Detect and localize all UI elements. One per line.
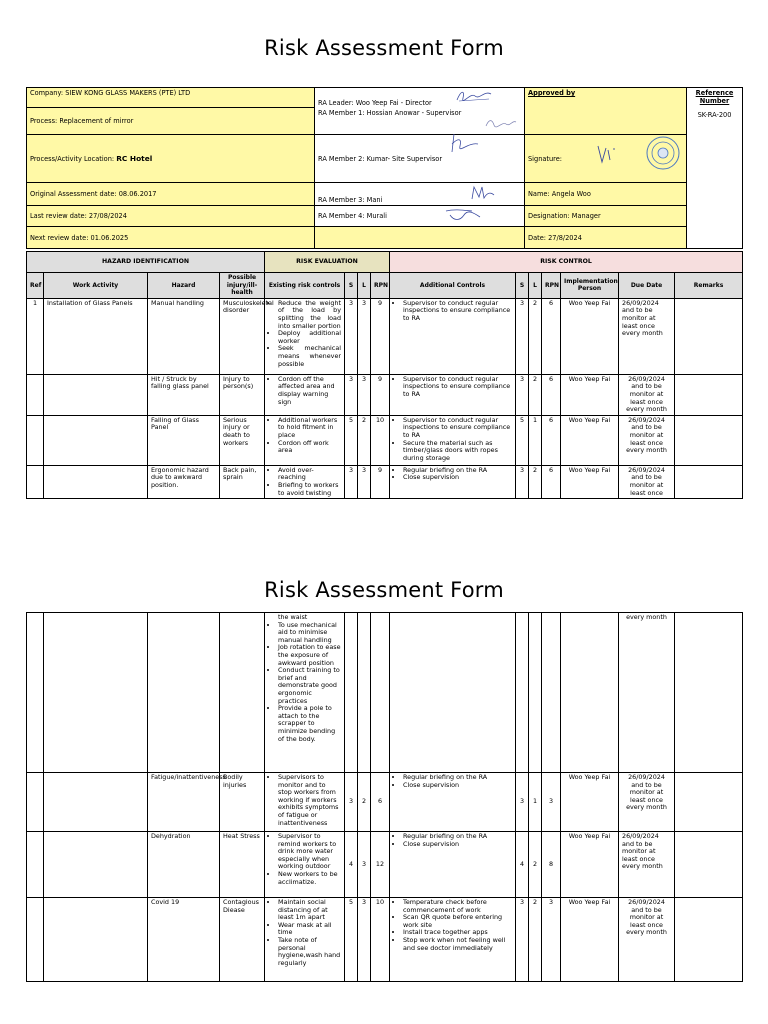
injury-cell: Serious injury or death to workers	[220, 415, 265, 465]
list-item: • Cordon off work area	[278, 440, 341, 455]
list-item: • Temperature check before commencement of work	[403, 899, 512, 914]
existing-controls-cell	[265, 374, 345, 415]
list-item: • Cordon off the affected area and display warning sign	[278, 376, 341, 406]
company-cell	[27, 88, 315, 108]
list-item: • Supervisors to monitor and to stop workers from working if workers exhibits symptoms of fatigue or inattentiveness	[278, 774, 341, 827]
col-work-activity: Work Activity	[44, 273, 148, 299]
l2-cell: 2	[529, 374, 542, 415]
remarks-cell	[675, 374, 743, 415]
hazard-cell: Falling of Glass Panel	[148, 415, 220, 465]
additional-controls-cell	[390, 773, 516, 832]
l-cell: 2	[358, 773, 371, 832]
hazard-cell	[148, 613, 220, 773]
rpn-cell: 6	[371, 773, 390, 832]
ra-member1-signature	[484, 116, 518, 130]
list-item: • Close supervision	[403, 474, 512, 482]
due-date-cell: 26/09/2024 and to be monitor at least once every month	[619, 773, 675, 832]
additional-controls-cell	[390, 832, 516, 898]
existing-controls-cell	[265, 773, 345, 832]
s2-cell: 3	[516, 374, 529, 415]
col-additional-controls: Additional Controls	[390, 273, 516, 299]
s-cell: 4	[345, 832, 358, 898]
ref-cell	[27, 773, 44, 832]
person-cell: Woo Yeep Fai	[561, 374, 619, 415]
list-item: • Job rotation to ease the exposure of awkward position	[278, 644, 341, 667]
date-text: Date: 27/8/2024	[528, 233, 582, 242]
col-person: Implementation Person	[561, 273, 619, 299]
ra-member4-signature	[442, 207, 484, 223]
col-rpn2: RPN	[542, 273, 561, 299]
list-item: • Regular briefing on the RA	[403, 467, 512, 475]
company-stamp	[645, 135, 681, 171]
s-cell: 3	[345, 465, 358, 498]
activity-cell	[44, 374, 148, 415]
page-title-2: Risk Assessment Form	[264, 578, 504, 602]
remarks-cell	[675, 773, 743, 832]
remarks-cell	[675, 832, 743, 898]
table-row	[27, 832, 743, 898]
list-item: • Avoid over-reaching	[278, 467, 341, 482]
activity-cell	[44, 613, 148, 773]
s2-cell: 5	[516, 415, 529, 465]
list-item: • Wear mask at all time	[278, 922, 341, 937]
list-item: • Regular briefing on the RA	[403, 833, 512, 841]
list-item: • Take note of personal hygiene,wash hand regularly	[278, 937, 341, 967]
injury-cell: Bodily injuries	[220, 773, 265, 832]
reference-label: Reference Number	[695, 89, 734, 105]
s-cell	[345, 613, 358, 773]
l-cell: 3	[358, 298, 371, 374]
s-cell: 3	[345, 298, 358, 374]
additional-controls-cell	[390, 298, 516, 374]
risk-evaluation-label: RISK EVALUATION	[296, 258, 358, 266]
list-item: • Conduct training to brief and demonstrate good ergonomic practices	[278, 667, 341, 705]
ref-cell	[27, 898, 44, 982]
person-cell: Woo Yeep Fai	[561, 898, 619, 982]
ra-leader-text: RA Leader: Woo Yeep Fai - Director	[318, 98, 432, 107]
injury-cell: Back pain, sprain	[220, 465, 265, 498]
ra-leader-signature	[455, 88, 495, 104]
l2-cell: 1	[529, 773, 542, 832]
person-cell: Woo Yeep Fai	[561, 415, 619, 465]
injury-cell: Contagious Diease	[220, 898, 265, 982]
hazard-cell: Fatigue/inattentiveness	[148, 773, 220, 832]
additional-controls-cell	[390, 898, 516, 982]
list-item: • Deploy additional worker	[278, 330, 341, 345]
continued-text: the waist	[278, 613, 308, 621]
col-l: L	[358, 273, 371, 299]
l-cell: 3	[358, 465, 371, 498]
person-cell: Woo Yeep Fai	[561, 465, 619, 498]
due-date-cell: 26/09/2024 and to be monitor at least once	[619, 465, 675, 498]
remarks-cell	[675, 613, 743, 773]
s2-cell: 3	[516, 773, 529, 832]
name-text: Name: Angela Woo	[528, 190, 591, 198]
list-item: • Regular briefing on the RA	[403, 774, 512, 782]
rpn-cell	[371, 613, 390, 773]
injury-cell	[220, 613, 265, 773]
signature-label: Signature:	[528, 154, 563, 163]
list-item: • Briefing to workers to avoid twisting	[278, 482, 341, 497]
rpn2-cell: 8	[542, 832, 561, 898]
activity-cell	[44, 898, 148, 982]
rpn2-cell: 6	[542, 415, 561, 465]
list-item: • Close supervision	[403, 841, 512, 849]
rpn2-cell	[542, 613, 561, 773]
list-item: • Supervisor to remind workers to drink more water especially when working outdoor	[278, 833, 341, 871]
process-cell	[27, 108, 315, 135]
risk-table-continued	[26, 612, 743, 982]
l-cell: 2	[358, 415, 371, 465]
approved-by-label: Approved by	[528, 89, 576, 97]
additional-controls-cell	[390, 613, 516, 773]
approver-signature	[594, 138, 622, 166]
s-cell: 5	[345, 415, 358, 465]
l2-cell	[529, 613, 542, 773]
due-date-cell: 26/09/2024 and to be monitor at least once every month	[619, 832, 675, 898]
activity-cell	[44, 415, 148, 465]
hazard-cell: Covid 19	[148, 898, 220, 982]
location-value: RC Hotel	[116, 153, 153, 163]
list-item: • To use mechanical aid to minimise manual handling	[278, 622, 341, 645]
l2-cell: 2	[529, 465, 542, 498]
table-row	[27, 465, 743, 498]
s2-cell	[516, 613, 529, 773]
header-table	[26, 87, 743, 249]
list-item: • Install trace together apps	[403, 929, 512, 937]
hazard-identification-header	[27, 252, 265, 273]
l-cell: 3	[358, 898, 371, 982]
rpn-cell: 12	[371, 832, 390, 898]
hazard-cell: Hit / Struck by falling glass panel	[148, 374, 220, 415]
hazard-cell: Manual handling	[148, 298, 220, 374]
list-item: • Stop work when not feeling well and see doctor immediately	[403, 937, 512, 952]
original-date-cell	[27, 183, 315, 206]
activity-cell: Installation of Glass Panels	[44, 298, 148, 374]
existing-controls-cell	[265, 415, 345, 465]
ra-member3-text: RA Member 3: Mani	[318, 196, 383, 204]
l2-cell: 2	[529, 832, 542, 898]
table-row	[27, 773, 743, 832]
list-item: • Secure the material such as timber/glass doors with ropes during storage	[403, 440, 512, 463]
remarks-cell	[675, 898, 743, 982]
additional-controls-cell	[390, 374, 516, 415]
additional-controls-cell	[390, 415, 516, 465]
l2-cell: 2	[529, 298, 542, 374]
remarks-cell	[675, 465, 743, 498]
table-row	[27, 415, 743, 465]
s2-cell: 3	[516, 298, 529, 374]
col-remarks: Remarks	[675, 273, 743, 299]
existing-controls-cell	[265, 613, 345, 773]
list-item: • Supervisor to conduct regular inspections to ensure compliance to RA	[403, 417, 512, 440]
rpn2-cell: 6	[542, 298, 561, 374]
list-item: • Reduce the weight of the load by splitting the load into smaller portion	[278, 300, 341, 330]
location-label: Process/Activity Location:	[30, 154, 115, 163]
col-ref: Ref	[27, 273, 44, 299]
person-cell: Woo Yeep Fai	[561, 298, 619, 374]
existing-controls-cell	[265, 298, 345, 374]
list-item: • Maintain social distancing of at least 1m apart	[278, 899, 341, 922]
list-item: • Additional workers to hold fitment in place	[278, 417, 341, 440]
person-cell	[561, 613, 619, 773]
risk-control-header	[390, 252, 743, 273]
list-item: • Supervisor to conduct regular inspections to ensure compliance to RA	[403, 376, 512, 399]
process-text: Process: Replacement of mirror	[30, 117, 134, 125]
ra-member2-cell	[315, 135, 525, 183]
col-rpn: RPN	[371, 273, 390, 299]
date-cell	[525, 227, 687, 249]
rpn2-cell: 3	[542, 898, 561, 982]
table-row	[27, 374, 743, 415]
injury-cell: Heat Stress	[220, 832, 265, 898]
col-injury: Possible injury/ill-health	[220, 273, 265, 299]
reference-cell	[687, 88, 743, 249]
ref-cell	[27, 613, 44, 773]
designation-cell	[525, 206, 687, 227]
table-row	[27, 298, 743, 374]
additional-controls-cell	[390, 465, 516, 498]
risk-table	[26, 251, 743, 499]
ra-member4-text: RA Member 4: Murali	[318, 212, 387, 220]
s-cell: 3	[345, 773, 358, 832]
list-item: • Provide a pole to attach to the scrapper to minimize bending of the body.	[278, 705, 341, 743]
due-date-cell: 26/09/2024 and to be monitor at least once every month	[619, 415, 675, 465]
l-cell: 3	[358, 832, 371, 898]
blank-cell	[315, 227, 525, 249]
person-cell: Woo Yeep Fai	[561, 832, 619, 898]
risk-control-label: RISK CONTROL	[540, 258, 592, 266]
activity-cell	[44, 832, 148, 898]
ra-member1-text: RA Member 1: Hossian Anowar - Supervisor	[318, 108, 462, 117]
company-text: Company: SIEW KONG GLASS MAKERS (PTE) LTD	[30, 89, 191, 97]
list-item: • New workers to be acclimatize.	[278, 871, 341, 886]
approved-by-cell	[525, 88, 687, 135]
s-cell: 5	[345, 898, 358, 982]
location-cell	[27, 135, 315, 183]
name-cell	[525, 183, 687, 206]
l-cell	[358, 613, 371, 773]
page-title: Risk Assessment Form	[264, 36, 504, 60]
rpn2-cell: 6	[542, 374, 561, 415]
last-review-cell	[27, 206, 315, 227]
col-s: S	[345, 273, 358, 299]
ra-member2-text: RA Member 2: Kumar- Site Supervisor	[318, 154, 443, 163]
ref-cell	[27, 415, 44, 465]
remarks-cell	[675, 298, 743, 374]
hazard-cell: Ergonomic hazard due to awkward position.	[148, 465, 220, 498]
ref-cell	[27, 465, 44, 498]
original-date-text: Original Assessment date: 08.06.2017	[30, 190, 157, 198]
list-item: • Scan QR quote before entering work site	[403, 914, 512, 929]
list-item: • Seek mechanical means whenever possible	[278, 345, 341, 368]
ra-member4-cell	[315, 206, 525, 227]
existing-controls-cell	[265, 465, 345, 498]
ref-cell	[27, 832, 44, 898]
remarks-cell	[675, 415, 743, 465]
due-date-cell: every month	[619, 613, 675, 773]
table-row	[27, 898, 743, 982]
l-cell: 3	[358, 374, 371, 415]
rpn2-cell: 6	[542, 465, 561, 498]
s2-cell: 4	[516, 832, 529, 898]
s-cell: 3	[345, 374, 358, 415]
last-review-text: Last review date: 27/08/2024	[30, 212, 127, 220]
existing-controls-cell	[265, 832, 345, 898]
l2-cell: 1	[529, 415, 542, 465]
due-date-cell: 26/09/2024 and to be monitor at least once every month	[619, 298, 675, 374]
activity-cell	[44, 773, 148, 832]
reference-value: SK-RA-200	[697, 111, 732, 119]
ra-member3-signature	[470, 185, 496, 201]
l2-cell: 2	[529, 898, 542, 982]
risk-evaluation-header	[265, 252, 390, 273]
rpn-cell: 9	[371, 374, 390, 415]
existing-controls-cell	[265, 898, 345, 982]
next-review-cell	[27, 227, 315, 249]
person-cell: Woo Yeep Fai	[561, 773, 619, 832]
hazard-identification-label: HAZARD IDENTIFICATION	[102, 258, 190, 266]
hazard-cell: Dehydration	[148, 832, 220, 898]
col-due-date: Due Date	[619, 273, 675, 299]
rpn2-cell: 3	[542, 773, 561, 832]
col-hazard: Hazard	[148, 273, 220, 299]
table-row	[27, 613, 743, 773]
next-review-text: Next review date: 01.06.2025	[30, 233, 129, 242]
s2-cell: 3	[516, 898, 529, 982]
injury-cell: Injury to person(s)	[220, 374, 265, 415]
rpn-cell: 9	[371, 465, 390, 498]
list-item: • Close supervision	[403, 782, 512, 790]
col-existing-controls: Existing risk controls	[265, 273, 345, 299]
list-item: • Supervisor to conduct regular inspections to ensure compliance to RA	[403, 300, 512, 323]
s2-cell: 3	[516, 465, 529, 498]
rpn-cell: 9	[371, 298, 390, 374]
injury-cell: Musculoskeletal disorder	[220, 298, 265, 374]
col-l2: L	[529, 273, 542, 299]
ref-cell: 1	[27, 298, 44, 374]
rpn-cell: 10	[371, 415, 390, 465]
ref-cell	[27, 374, 44, 415]
designation-text: Designation: Manager	[528, 212, 601, 220]
ra-member2-signature	[448, 132, 482, 154]
col-s2: S	[516, 273, 529, 299]
due-date-cell: 26/09/2024 and to be monitor at least once every month	[619, 374, 675, 415]
due-date-cell: 26/09/2024 and to be monitor at least once every month	[619, 898, 675, 982]
activity-cell	[44, 465, 148, 498]
rpn-cell: 10	[371, 898, 390, 982]
